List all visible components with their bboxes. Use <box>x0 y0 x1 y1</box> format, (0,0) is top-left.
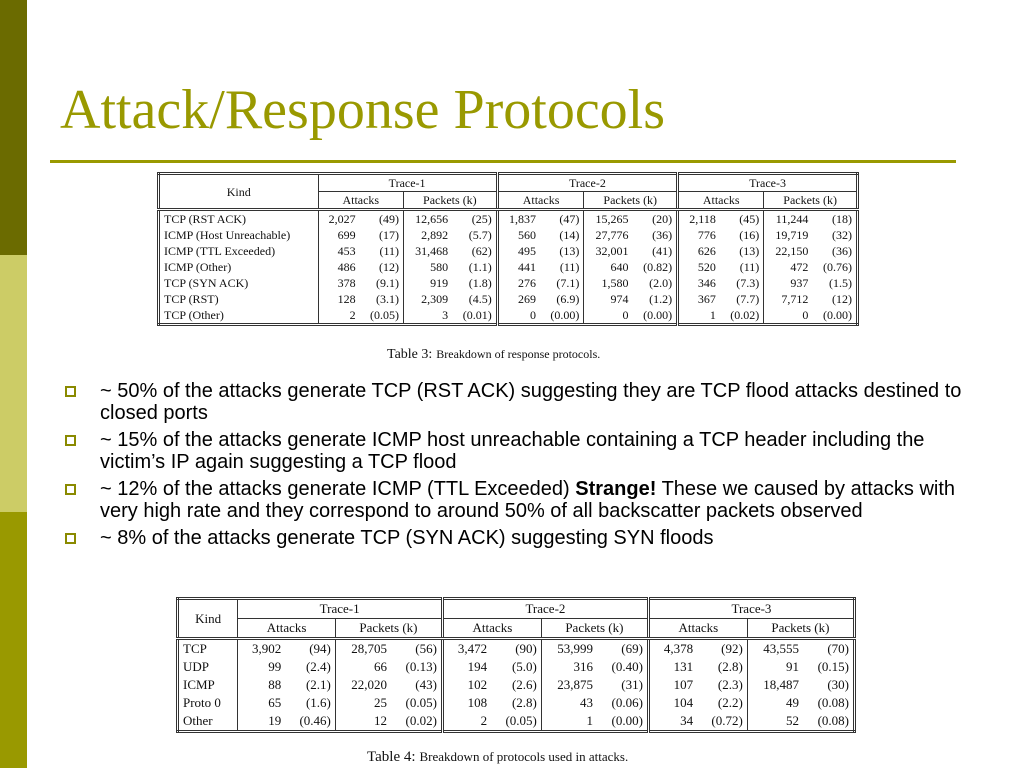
bullet-text: ~ 50% of the attacks generate TCP (RST ACK) suggesting they are TCP flood attacks destined to closed ports <box>100 380 962 424</box>
accent-bar-top <box>0 0 27 255</box>
square-bullet-icon <box>65 386 76 397</box>
packets-value-cell: 316 <box>541 658 597 676</box>
table-row <box>159 259 858 275</box>
attacks-percent-cell: (2.4) <box>305 659 331 674</box>
attacks-percent-cell: (47) <box>559 212 580 226</box>
attacks-percent-cell: (45) <box>739 212 760 226</box>
packets-value-cell: 2,309 <box>404 291 453 307</box>
title-underline <box>50 160 956 163</box>
table-row <box>159 307 858 325</box>
caption-label: Table 3: <box>387 347 433 362</box>
attacks-percent-cell: (12) <box>379 260 400 274</box>
list-item <box>62 380 962 424</box>
packets-value-cell: 31,468 <box>404 243 453 259</box>
packets-percent-cell: (0.08) <box>817 695 849 710</box>
packets-value-cell: 12,656 <box>404 210 453 228</box>
packets-value-cell: 52 <box>747 712 803 732</box>
packets-percent-cell: (36) <box>832 244 852 258</box>
packets-value-cell: 32,001 <box>584 243 633 259</box>
attacks-percent-cell: (0.46) <box>299 713 331 728</box>
packets-percent-cell: (1.8) <box>468 276 492 290</box>
packets-percent-cell: (30) <box>827 677 849 692</box>
packets-value-cell: 27,776 <box>584 227 633 243</box>
table4-caption <box>367 748 628 766</box>
packets-header: Packets (k) <box>764 192 858 210</box>
attacks-value-cell: 346 <box>678 275 720 291</box>
kind-header: Kind <box>159 174 319 210</box>
kind-cell: ICMP <box>183 677 215 692</box>
trace1-header: Trace-1 <box>238 599 443 619</box>
packets-value-cell: 28,705 <box>335 639 391 659</box>
kind-cell: ICMP (Host Unreachable) <box>164 228 291 242</box>
table-row <box>159 291 858 307</box>
attacks-value-cell: 367 <box>678 291 720 307</box>
packets-value-cell: 25 <box>335 694 391 712</box>
attacks-percent-cell: (13) <box>739 244 760 258</box>
attacks-value-cell: 378 <box>318 275 360 291</box>
packets-percent-cell: (0.76) <box>823 260 852 274</box>
attacks-percent-cell: (5.0) <box>511 659 537 674</box>
packets-percent-cell: (25) <box>471 212 492 226</box>
packets-header: Packets (k) <box>335 619 442 639</box>
packets-header: Packets (k) <box>404 192 498 210</box>
attacks-percent-cell: (2.3) <box>717 677 743 692</box>
bullet-text-continued: These we caused by attacks with very high rate and they correspond to around 50% of all backscatter packets observed <box>100 478 956 522</box>
attacks-percent-cell: (0.02) <box>730 308 760 322</box>
attacks-percent-cell: (2.8) <box>717 659 743 674</box>
attacks-value-cell: 441 <box>497 259 540 275</box>
packets-value-cell: 580 <box>404 259 453 275</box>
packets-value-cell: 0 <box>584 307 633 325</box>
attacks-percent-cell: (2.2) <box>717 695 743 710</box>
packets-percent-cell: (32) <box>832 228 852 242</box>
packets-value-cell: 49 <box>747 694 803 712</box>
packets-value-cell: 11,244 <box>764 210 813 228</box>
packets-value-cell: 43 <box>541 694 597 712</box>
attacks-percent-cell: (11) <box>559 260 580 274</box>
packets-percent-cell: (18) <box>832 212 852 226</box>
trace2-header: Trace-2 <box>497 174 677 192</box>
attacks-header: Attacks <box>238 619 336 639</box>
packets-value-cell: 1 <box>541 712 597 732</box>
list-item <box>62 527 962 549</box>
packets-percent-cell: (0.15) <box>817 659 849 674</box>
attacks-percent-cell: (90) <box>515 641 537 656</box>
packets-value-cell: 22,150 <box>764 243 813 259</box>
packets-percent-cell: (0.06) <box>611 695 643 710</box>
attacks-percent-cell: (0.00) <box>550 308 580 322</box>
attacks-value-cell: 4,378 <box>648 639 697 659</box>
kind-header: Kind <box>178 599 238 639</box>
trace3-header: Trace-3 <box>648 599 854 619</box>
square-bullet-icon <box>65 533 76 544</box>
packets-value-cell: 18,487 <box>747 676 803 694</box>
attacks-value-cell: 2 <box>442 712 491 732</box>
packets-percent-cell: (1.5) <box>829 276 852 290</box>
trace1-header: Trace-1 <box>318 174 497 192</box>
packets-value-cell: 66 <box>335 658 391 676</box>
caption-label: Table 4: <box>367 749 416 765</box>
attacks-percent-cell: (2.1) <box>305 677 331 692</box>
attacks-percent-cell: (14) <box>559 228 580 242</box>
packets-percent-cell: (0.02) <box>405 713 437 728</box>
attacks-value-cell: 194 <box>442 658 491 676</box>
kind-cell: Other <box>183 713 213 728</box>
attacks-percent-cell: (11) <box>739 260 760 274</box>
packets-value-cell: 974 <box>584 291 633 307</box>
attacks-value-cell: 108 <box>442 694 491 712</box>
attack-protocols-table <box>176 597 856 733</box>
attacks-value-cell: 34 <box>648 712 697 732</box>
attacks-percent-cell: (1.6) <box>305 695 331 710</box>
attacks-percent-cell: (16) <box>739 228 760 242</box>
trace3-header: Trace-3 <box>678 174 858 192</box>
attacks-value-cell: 560 <box>497 227 540 243</box>
bullet-text: ~ 12% of the attacks generate ICMP (TTL Exceeded) <box>100 478 576 500</box>
packets-percent-cell: (70) <box>827 641 849 656</box>
square-bullet-icon <box>65 484 76 495</box>
packets-header: Packets (k) <box>584 192 678 210</box>
packets-percent-cell: (0.40) <box>611 659 643 674</box>
packets-percent-cell: (0.05) <box>405 695 437 710</box>
packets-percent-cell: (0.82) <box>643 260 673 274</box>
kind-cell: TCP (RST) <box>164 292 219 306</box>
attacks-percent-cell: (92) <box>721 641 743 656</box>
attacks-value-cell: 65 <box>238 694 285 712</box>
packets-percent-cell: (0.13) <box>405 659 437 674</box>
table-row <box>178 639 855 659</box>
attacks-value-cell: 776 <box>678 227 720 243</box>
attacks-value-cell: 486 <box>318 259 360 275</box>
table-row <box>178 676 855 694</box>
packets-percent-cell: (56) <box>415 641 437 656</box>
attacks-percent-cell: (17) <box>379 228 400 242</box>
attacks-percent-cell: (6.9) <box>556 292 580 306</box>
table-row <box>178 694 855 712</box>
attacks-value-cell: 495 <box>497 243 540 259</box>
bullet-list <box>62 380 962 554</box>
packets-value-cell: 43,555 <box>747 639 803 659</box>
attacks-value-cell: 276 <box>497 275 540 291</box>
attacks-percent-cell: (2.8) <box>511 695 537 710</box>
attacks-value-cell: 2 <box>318 307 360 325</box>
accent-bar-bottom <box>0 512 27 768</box>
attacks-header: Attacks <box>497 192 584 210</box>
packets-percent-cell: (1.2) <box>649 292 673 306</box>
table3-caption <box>387 345 600 363</box>
packets-percent-cell: (62) <box>471 244 492 258</box>
packets-value-cell: 640 <box>584 259 633 275</box>
attacks-value-cell: 1,837 <box>497 210 540 228</box>
packets-header: Packets (k) <box>541 619 648 639</box>
packets-percent-cell: (4.5) <box>468 292 492 306</box>
square-bullet-icon <box>65 435 76 446</box>
list-item <box>62 429 962 473</box>
attacks-value-cell: 3,472 <box>442 639 491 659</box>
kind-cell: TCP (RST ACK) <box>164 212 247 226</box>
table-subheader-row <box>178 619 855 639</box>
packets-percent-cell: (36) <box>652 228 673 242</box>
packets-percent-cell: (43) <box>415 677 437 692</box>
attacks-value-cell: 626 <box>678 243 720 259</box>
table-row <box>178 712 855 732</box>
attacks-header: Attacks <box>648 619 747 639</box>
attacks-value-cell: 2,118 <box>678 210 720 228</box>
attacks-value-cell: 699 <box>318 227 360 243</box>
packets-value-cell: 15,265 <box>584 210 633 228</box>
packets-value-cell: 22,020 <box>335 676 391 694</box>
packets-percent-cell: (31) <box>621 677 643 692</box>
table-row <box>159 227 858 243</box>
packets-value-cell: 12 <box>335 712 391 732</box>
packets-percent-cell: (69) <box>621 641 643 656</box>
packets-value-cell: 91 <box>747 658 803 676</box>
packets-percent-cell: (0.00) <box>611 713 643 728</box>
attacks-percent-cell: (7.7) <box>736 292 760 306</box>
packets-percent-cell: (0.08) <box>817 713 849 728</box>
attacks-value-cell: 107 <box>648 676 697 694</box>
list-item <box>62 478 962 522</box>
kind-cell: TCP (Other) <box>164 308 224 322</box>
caption-text: Breakdown of protocols used in attacks. <box>419 749 629 764</box>
attacks-value-cell: 3,902 <box>238 639 285 659</box>
caption-text: Breakdown of response protocols. <box>436 347 601 361</box>
packets-value-cell: 19,719 <box>764 227 813 243</box>
packets-value-cell: 7,712 <box>764 291 813 307</box>
packets-value-cell: 53,999 <box>541 639 597 659</box>
attacks-percent-cell: (3.1) <box>376 292 400 306</box>
attacks-percent-cell: (9.1) <box>376 276 400 290</box>
table-row <box>178 658 855 676</box>
packets-percent-cell: (20) <box>652 212 673 226</box>
attacks-value-cell: 104 <box>648 694 697 712</box>
packets-percent-cell: (2.0) <box>649 276 673 290</box>
attacks-value-cell: 131 <box>648 658 697 676</box>
kind-cell: UDP <box>183 659 210 674</box>
kind-cell: ICMP (TTL Exceeded) <box>164 244 276 258</box>
attacks-percent-cell: (0.72) <box>711 713 743 728</box>
kind-cell: TCP (SYN ACK) <box>164 276 249 290</box>
table-header-row <box>178 599 855 619</box>
packets-percent-cell: (0.00) <box>823 308 852 322</box>
attacks-value-cell: 99 <box>238 658 285 676</box>
attacks-value-cell: 102 <box>442 676 491 694</box>
attacks-value-cell: 88 <box>238 676 285 694</box>
attacks-percent-cell: (7.1) <box>556 276 580 290</box>
bullet-text: ~ 15% of the attacks generate ICMP host unreachable containing a TCP header including the victim’s IP again suggesting a TCP flood <box>100 429 925 473</box>
packets-value-cell: 0 <box>764 307 813 325</box>
accent-bar-middle <box>0 255 27 512</box>
packets-percent-cell: (1.1) <box>468 260 492 274</box>
attacks-value-cell: 1 <box>678 307 720 325</box>
packets-value-cell: 472 <box>764 259 813 275</box>
packets-value-cell: 937 <box>764 275 813 291</box>
attacks-percent-cell: (11) <box>379 244 400 258</box>
attacks-value-cell: 19 <box>238 712 285 732</box>
attacks-header: Attacks <box>442 619 541 639</box>
packets-value-cell: 2,892 <box>404 227 453 243</box>
kind-cell: Proto 0 <box>183 695 221 710</box>
attacks-value-cell: 453 <box>318 243 360 259</box>
attacks-header: Attacks <box>318 192 404 210</box>
attacks-value-cell: 0 <box>497 307 540 325</box>
attacks-percent-cell: (2.6) <box>511 677 537 692</box>
trace2-header: Trace-2 <box>442 599 648 619</box>
packets-value-cell: 23,875 <box>541 676 597 694</box>
attacks-percent-cell: (94) <box>309 641 331 656</box>
packets-value-cell: 1,580 <box>584 275 633 291</box>
table-header-row <box>159 174 858 192</box>
attacks-value-cell: 2,027 <box>318 210 360 228</box>
attacks-percent-cell: (49) <box>379 212 400 226</box>
response-protocols-table <box>157 172 859 326</box>
bullet-emphasis: Strange! <box>575 478 657 500</box>
attacks-value-cell: 128 <box>318 291 360 307</box>
attacks-percent-cell: (0.05) <box>505 713 537 728</box>
table-row <box>159 210 858 228</box>
packets-percent-cell: (0.01) <box>462 308 492 322</box>
table-row <box>159 243 858 259</box>
kind-cell: TCP <box>183 641 207 656</box>
packets-value-cell: 919 <box>404 275 453 291</box>
attacks-percent-cell: (0.05) <box>370 308 400 322</box>
packets-value-cell: 3 <box>404 307 453 325</box>
packets-percent-cell: (5.7) <box>468 228 492 242</box>
packets-percent-cell: (12) <box>832 292 852 306</box>
packets-percent-cell: (0.00) <box>643 308 673 322</box>
bullet-text: ~ 8% of the attacks generate TCP (SYN ACK) suggesting SYN floods <box>100 527 714 549</box>
attacks-percent-cell: (7.3) <box>736 276 760 290</box>
packets-percent-cell: (41) <box>652 244 673 258</box>
attacks-percent-cell: (13) <box>559 244 580 258</box>
attacks-header: Attacks <box>678 192 764 210</box>
attacks-value-cell: 520 <box>678 259 720 275</box>
table-row <box>159 275 858 291</box>
attacks-value-cell: 269 <box>497 291 540 307</box>
slide-title: Attack/Response Protocols <box>60 79 666 141</box>
kind-cell: ICMP (Other) <box>164 260 232 274</box>
packets-header: Packets (k) <box>747 619 854 639</box>
